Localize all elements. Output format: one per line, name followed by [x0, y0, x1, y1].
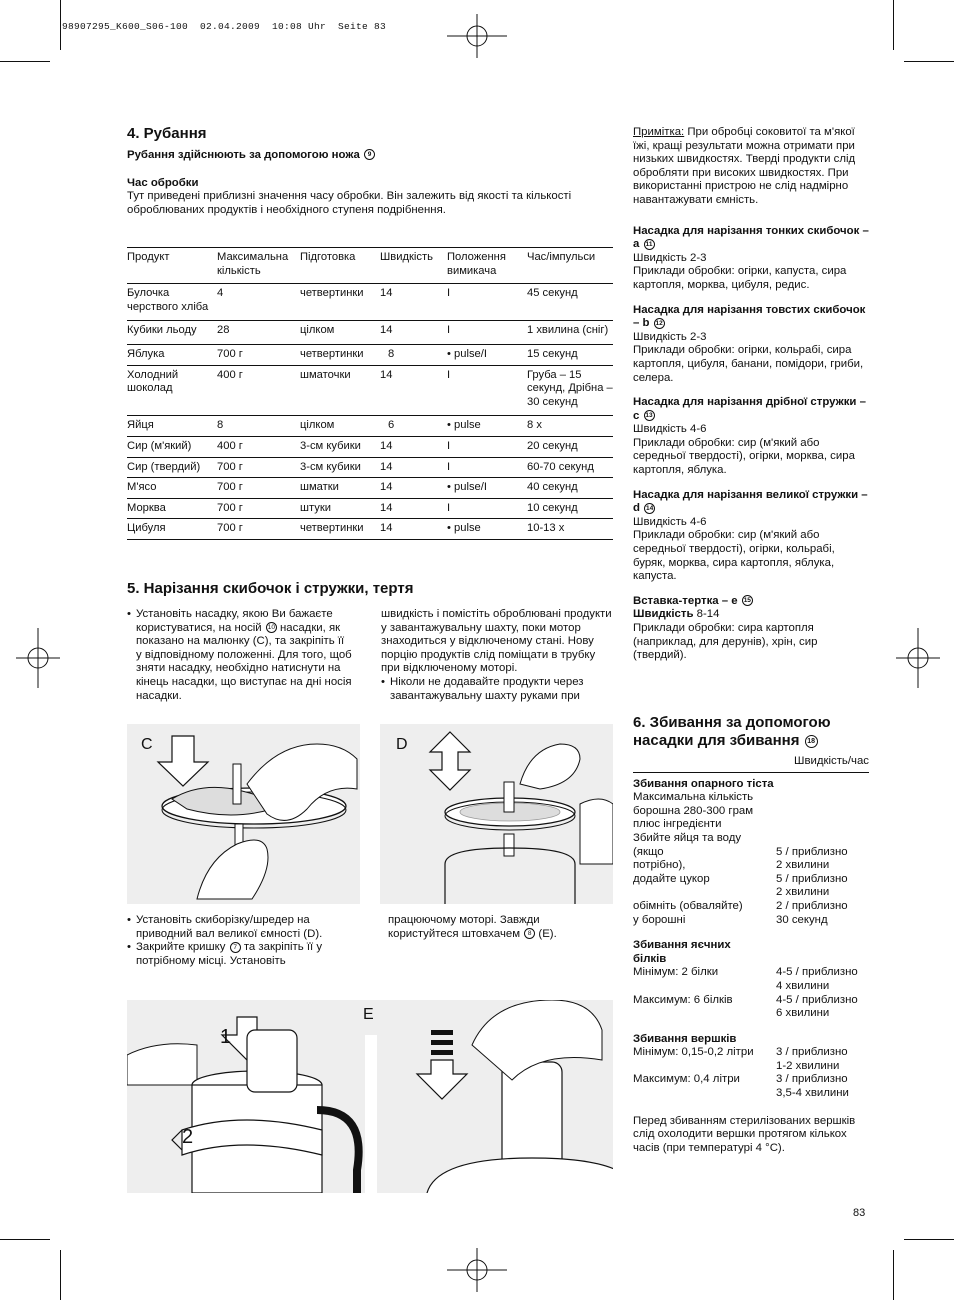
section-5-col2: [381, 608, 613, 703]
table-row: [127, 498, 613, 519]
table-cell: 4-5 / приблизно: [776, 993, 858, 1006]
table-cell: 10-13 х: [527, 519, 613, 540]
attachment-b: Насадка для нарізання товстих скибочок – b 12 Швидкість 2-3 Приклади обробки: огірки, кольрабі, сира картопля, цибуля, банани, помідори, гриби, селера.: [633, 303, 866, 384]
table-header-row: [127, 248, 613, 284]
table-cell: 14: [380, 498, 447, 519]
circled-number: 8: [524, 928, 535, 939]
circled-number: 11: [644, 239, 655, 250]
table-cell: 28: [217, 321, 300, 345]
table-cell: 4 хвилини: [776, 979, 830, 992]
attachment-e: Вставка-тертка – e 15 Швидкість 8-14 Приклади обробки: сира картопля (наприклад, для дерунів), хрін, сир (твердий).: [633, 594, 818, 662]
circled-number: 13: [645, 412, 653, 420]
grater-mounting-illustration-icon: [380, 724, 613, 904]
table-row: [127, 478, 613, 499]
table-cell: 8 х: [527, 416, 613, 437]
table-cell: 40 секунд: [527, 478, 613, 499]
table-row: [633, 1087, 869, 1101]
processing-table: [127, 247, 613, 540]
whites-title: Збивання яєчних білків: [633, 939, 731, 965]
instruction-text: швидкість і помістіть оброблювані продукти у завантажувальну шахту, поки мотор знаходиться у відключеному стані. Нову порцію продуктів слід поміщати в трубку при відключеному моторі.: [381, 608, 612, 675]
table-cell: [633, 1060, 776, 1074]
figure-e: [127, 1000, 613, 1193]
table-row: [127, 416, 613, 437]
table-row: [633, 846, 869, 860]
instruction-item: • Установіть скиборізку/шредер на приводний вал великої ємності (D).: [127, 914, 353, 941]
section-5-col1b: [127, 914, 353, 968]
section-5-col1: [127, 608, 353, 703]
lid-and-pusher-illustration-icon: [127, 1000, 613, 1193]
table-cell: Мінімум: 0,15-0,2 літри: [633, 1046, 754, 1059]
text-line: плюс інгредієнти: [633, 818, 722, 831]
table-row: [633, 914, 869, 928]
table-cell: шматки: [300, 478, 380, 499]
table-cell: 700 г: [217, 519, 300, 540]
table-cell: 2 / приблизно: [776, 899, 848, 912]
cream-title: Збивання вершків: [633, 1032, 737, 1045]
crop-mark: [893, 0, 894, 50]
table-cell: 15 секунд: [527, 344, 613, 365]
table-row: [633, 1046, 869, 1060]
table-cell: 700 г: [217, 478, 300, 499]
table-cell: четвертинки: [300, 344, 380, 365]
column-header: Продукт: [127, 248, 217, 284]
table-row: [633, 886, 869, 900]
table-cell: 30 секунд: [776, 913, 828, 926]
table-cell: Цибуля: [127, 519, 217, 540]
table-cell: 700 г: [217, 457, 300, 478]
time-heading: Час обробки: [127, 176, 199, 189]
print-header: 98907295_K600_S06-100 02.04.2009 10:08 Uhr Seite 83: [62, 21, 387, 32]
table-cell: 5 / приблизно: [776, 872, 848, 885]
section-4-subtitle: Рубання здійснюють за допомогою ножа 9: [127, 149, 613, 163]
table-row: [127, 457, 613, 478]
table-cell: Груба – 15 секунд, Дрібна – 30 секунд: [527, 365, 613, 416]
figure-label: D: [396, 736, 408, 753]
table-cell: 4-5 / приблизно: [776, 966, 858, 979]
whites-table: [633, 966, 869, 1020]
table-cell: • pulse/I: [447, 344, 527, 365]
table-cell: 14: [380, 365, 447, 416]
section-6-title: 6. Збивання за допомогою насадки для збивання 18: [633, 714, 831, 749]
figure-label: E: [363, 1006, 374, 1023]
table-cell: I: [447, 284, 527, 321]
step-label: 1: [220, 1026, 232, 1048]
cream-table: [633, 1046, 869, 1100]
table-cell: I: [447, 436, 527, 457]
column-header: Час/імпульси: [527, 248, 613, 284]
table-cell: 1-2 хвилини: [776, 1059, 840, 1072]
table-cell: четвертинки: [300, 519, 380, 540]
table-cell: 8: [380, 344, 447, 365]
table-cell: 3-см кубики: [300, 436, 380, 457]
section-6: [633, 714, 869, 1155]
table-row: [633, 873, 869, 887]
table-row: [127, 519, 613, 540]
figure-label: C: [141, 736, 153, 753]
table-cell: Морква: [127, 498, 217, 519]
table-cell: М'ясо: [127, 478, 217, 499]
table-cell: Яйця: [127, 416, 217, 437]
right-column: [633, 126, 869, 663]
crop-mark: [60, 0, 61, 50]
table-cell: • pulse/I: [447, 478, 527, 499]
circled-number: 7: [230, 942, 241, 953]
table-cell: 20 секунд: [527, 436, 613, 457]
table-cell: додайте цукор: [633, 872, 710, 885]
table-cell: 14: [380, 478, 447, 499]
instruction-item: • Ніколи не додавайте продукти через завантажувальну шахту руками при: [381, 676, 613, 703]
table-cell: 3 / приблизно: [776, 1046, 848, 1059]
table-cell: I: [447, 321, 527, 345]
table-row: [633, 1060, 869, 1074]
table-row: [127, 321, 613, 345]
table-cell: обімніть (обваляйте): [633, 899, 743, 912]
step-label: 2: [182, 1126, 194, 1148]
text-line: Максимальна кількість: [633, 791, 754, 804]
instruction-item: • Установіть насадку, якою Ви бажаєте користуватися, на носій 10 насадки, як показано на малюнку (С), та закріпіть її у відповідному положенні. Для того, щоб зняти насадку, необхідно натиснути на кінець насадки, що виступає на дні носія насадки.: [127, 608, 353, 703]
column-header: Положення вимикача: [447, 248, 527, 284]
table-cell: Яблука: [127, 344, 217, 365]
attachment-d: Насадка для нарізання великої стружки – d 14 Швидкість 4-6 Приклади обробки: сир (м'який або середньої твердості), огірки, кольрабі, буряк, морква, сира картопля, яблука, капуста.: [633, 488, 868, 583]
table-cell: 3-см кубики: [300, 457, 380, 478]
table-cell: I: [447, 365, 527, 416]
table-cell: 2 хвилини: [776, 886, 830, 899]
table-row: [633, 900, 869, 914]
table-cell: потрібно),: [633, 859, 686, 872]
table-row: [127, 436, 613, 457]
table-cell: (якщо: [633, 845, 664, 858]
section-4: [127, 125, 613, 217]
table-cell: Холодний шоколад: [127, 365, 217, 416]
table-cell: четвертинки: [300, 284, 380, 321]
table-cell: 700 г: [217, 344, 300, 365]
attachment-a: Насадка для нарізання тонких скибочок – a 11 Швидкість 2-3 Приклади обробки: огірки, капуста, сира картопля, морква, цибуля, редис.: [633, 224, 869, 291]
table-cell: • pulse: [447, 519, 527, 540]
table-cell: 6 хвилини: [776, 1007, 830, 1020]
registration-mark-icon: [447, 14, 507, 58]
table-cell: шматочки: [300, 365, 380, 416]
crop-mark: [60, 1250, 61, 1300]
table-row: [633, 980, 869, 994]
table-cell: 45 секунд: [527, 284, 613, 321]
table-row: [633, 1073, 869, 1087]
table-cell: 400 г: [217, 436, 300, 457]
table-cell: цілком: [300, 416, 380, 437]
table-cell: Максимум: 6 білків: [633, 993, 733, 1006]
text-line: борошна 280-300 грам: [633, 804, 754, 817]
registration-mark-icon: [16, 628, 60, 688]
circled-number: 15: [743, 597, 751, 605]
crop-mark: [0, 1239, 50, 1240]
crop-mark: [904, 61, 954, 62]
circled-number: 14: [646, 504, 654, 512]
table-cell: I: [447, 457, 527, 478]
table-row: [127, 344, 613, 365]
table-cell: 400 г: [217, 365, 300, 416]
table-cell: 2 хвилини: [776, 859, 830, 872]
instruction-item: • Закрийте кришку 7 та закріпіть її у потрібному місці. Установіть: [127, 941, 353, 968]
crop-mark: [0, 61, 50, 62]
table-cell: Сир (твердий): [127, 457, 217, 478]
table-cell: 700 г: [217, 498, 300, 519]
table-cell: 1 хвилина (сніг): [527, 321, 613, 345]
table-cell: 14: [380, 457, 447, 478]
table-cell: Кубики льоду: [127, 321, 217, 345]
table-cell: 8: [217, 416, 300, 437]
table-cell: 3 / приблизно: [776, 1073, 848, 1086]
attachment-insertion-illustration-icon: [127, 724, 360, 904]
circled-number: 9: [364, 149, 375, 160]
column-header: Швидкість: [380, 248, 447, 284]
column-header: Максимальна кількість: [217, 248, 300, 284]
table-row: [633, 859, 869, 873]
table-cell: [633, 1087, 776, 1101]
table-cell: 14: [380, 436, 447, 457]
speed-time-header: Швидкість/час: [633, 755, 869, 773]
section-5-title: 5. Нарізання скибочок і стружки, тертя: [127, 580, 414, 597]
table-cell: у борошні: [633, 913, 686, 926]
table-row: [633, 966, 869, 980]
dough-table: [633, 846, 869, 928]
table-cell: Сир (м'який): [127, 436, 217, 457]
time-text: Тут приведені приблизні значення часу обробки. Він залежить від якості та кількості оброблюваних продуктів і необхідного ступеня подрібнення.: [127, 190, 572, 216]
table-cell: 14: [380, 284, 447, 321]
table-row: [633, 994, 869, 1008]
table-cell: • pulse: [447, 416, 527, 437]
crop-mark: [904, 1239, 954, 1240]
table-cell: [633, 886, 776, 900]
section-4-title: 4. Рубання: [127, 125, 207, 142]
circled-number: 10: [267, 624, 275, 632]
cream-note: Перед збиванням стерилізованих вершків слід охолодити вершки протягом кількох часів (при температурі 4 °C).: [633, 1114, 856, 1154]
table-cell: 60-70 секунд: [527, 457, 613, 478]
table-row: [633, 1007, 869, 1021]
attachment-c: Насадка для нарізання дрібної стружки – c 13 Швидкість 4-6 Приклади обробки: сир (м'який або середньої твердості), огірки, морква, сира картопля, яблука.: [633, 396, 866, 477]
dough-lines: [633, 791, 869, 845]
figure-d: [380, 724, 613, 904]
table-cell: [633, 1007, 776, 1021]
table-cell: 5 / приблизно: [776, 845, 848, 858]
table-cell: [633, 980, 776, 994]
column-header: Підготовка: [300, 248, 380, 284]
table-row: [127, 284, 613, 321]
table-cell: цілком: [300, 321, 380, 345]
table-cell: I: [447, 498, 527, 519]
table-row: [127, 365, 613, 416]
circled-number: 18: [805, 735, 818, 748]
table-cell: Максимум: 0,4 літри: [633, 1073, 740, 1086]
table-cell: штуки: [300, 498, 380, 519]
registration-mark-icon: [447, 1248, 507, 1292]
table-cell: 6: [380, 416, 447, 437]
table-cell: Булочка черствого хліба: [127, 284, 217, 321]
table-cell: 14: [380, 519, 447, 540]
crop-mark: [893, 1250, 894, 1300]
table-cell: 4: [217, 284, 300, 321]
table-cell: 10 секунд: [527, 498, 613, 519]
registration-mark-icon: [896, 628, 940, 688]
table-cell: 3,5-4 хвилини: [776, 1087, 849, 1100]
section-5: [127, 580, 613, 598]
figure-c: [127, 724, 360, 904]
table-cell: 14: [380, 321, 447, 345]
section-5-col2b: працюючому моторі. Завжди користуйтеся штовхачем 8 (E).: [388, 914, 557, 940]
table-cell: Мінімум: 2 білки: [633, 966, 719, 979]
page-number: 83: [853, 1207, 866, 1219]
circled-number: 12: [655, 319, 663, 327]
note: Примітка: При обробці соковитої та м'якої їжі, кращі результати можна отримати при низьких швидкостях. Тверді продукти слід обробляти при високих швидкостях. При використанні пристрою не слід надмірно навантажувати ємність.: [633, 126, 856, 206]
dough-title: Збивання опарного тіста: [633, 777, 774, 790]
text-line: Збийте яйця та воду: [633, 831, 742, 844]
